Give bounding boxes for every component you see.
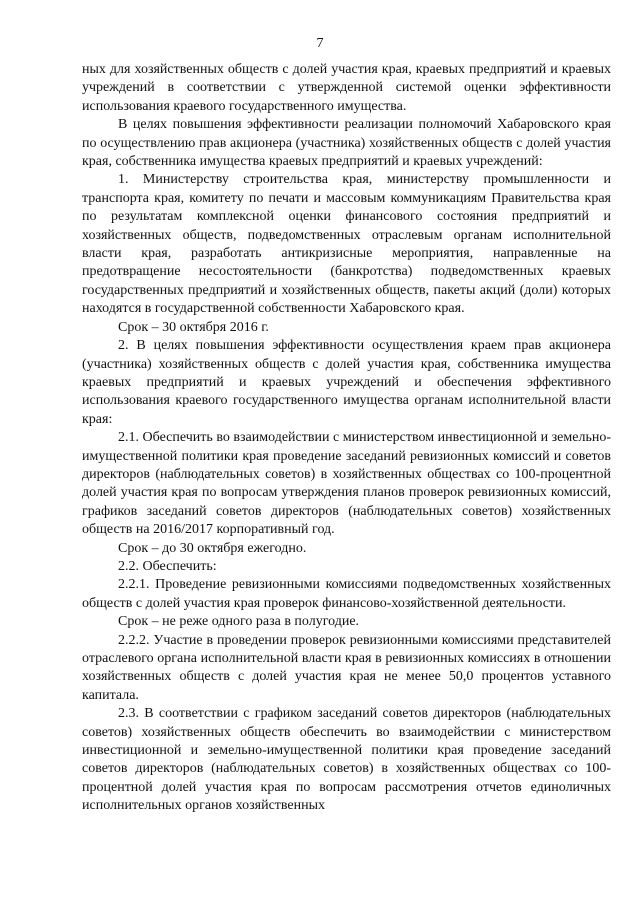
paragraph-item-2-3: 2.3. В соответствии с графиком заседаний советов директоров (наблюдательных советов) хозяйственных обществ обеспечить во взаимодействии с министерством инвестиционной и земельно-имущественной политики края проведение заседаний советов директоров (наблюдательных советов) в хозяйственных обществах со 100-процентной долей участия края по вопросам рассмотрения отчетов единоличных исполнительных органов хозяйственных [82, 706, 611, 814]
paragraph-item-2-2-2: 2.2.2. Участие в проведении проверок ревизионными комиссиями представителей отраслевого органа исполнительной власти края в ревизионных комиссиях в отношении хозяйственных обществ с долей участия края не менее 50,0 процентов уставного капитала. [82, 632, 611, 703]
paragraph-continuation: ных для хозяйственных обществ с долей участия края, краевых предприятий и краевых учреждений в соответствии с утвержденной системой оценки эффективности использования краевого государственного имущества. [82, 62, 611, 114]
paragraph-deadline-2-2-1: Срок – не реже одного раза в полугодие. [118, 614, 360, 630]
paragraph-item-2-2: 2.2. Обеспечить: [118, 558, 217, 574]
paragraph-preamble: В целях повышения эффективности реализации полномочий Хабаровского края по осуществлению прав акционера (участника) хозяйственных обществ с долей участия края, собственника имущества краевых предприятий и краевых учреждений: [82, 117, 611, 170]
paragraph-item-1: 1. Министерству строительства края, министерству промышленности и транспорта края, комитету по печати и массовым коммуникациям Правительства края по результатам комплексной оценки финансового состояния предприятий и хозяйственных обществ, подведомственных отраслевым органам исполнительной власти края, разработать антикризисные мероприятия, направленные на предотвращение несостоятельности (банкротства) подведомственных краевых государственных предприятий и хозяйственных обществ, пакеты акций (доли) которых находятся в государственной собственности Хабаровского края. [82, 172, 611, 317]
page-number: 7 [316, 36, 324, 51]
document-body [82, 61, 611, 816]
paragraph-item-2-2-1: 2.2.1. Проведение ревизионными комиссиями подведомственных хозяйственных обществ с долей участия края проверок финансово-хозяйственной деятельности. [82, 577, 611, 611]
paragraph-deadline-2-1: Срок – до 30 октября ежегодно. [118, 540, 307, 556]
paragraph-deadline-1: Срок – 30 октября 2016 г. [118, 319, 269, 335]
paragraph-item-2: 2. В целях повышения эффективности осуществления краем прав акционера (участника) хозяйственных обществ с долей участия края, собственника имущества краевых предприятий и краевых учреждений и обеспечения эффективного использования краевого государственного имущества органам исполнительной власти края: [82, 338, 611, 427]
paragraph-item-2-1: 2.1. Обеспечить во взаимодействии с министерством инвестиционной и земельно-имущественной политики края проведение заседаний ревизионных комиссий и советов директоров (наблюдательных советов) в хозяйственных обществах со 100-процентной долей участия края по вопросам утверждения планов проверок ревизионных комиссий, графиков заседаний советов директоров (наблюдательных советов) хозяйственных обществ на 2016/2017 корпоративный год. [82, 430, 611, 538]
